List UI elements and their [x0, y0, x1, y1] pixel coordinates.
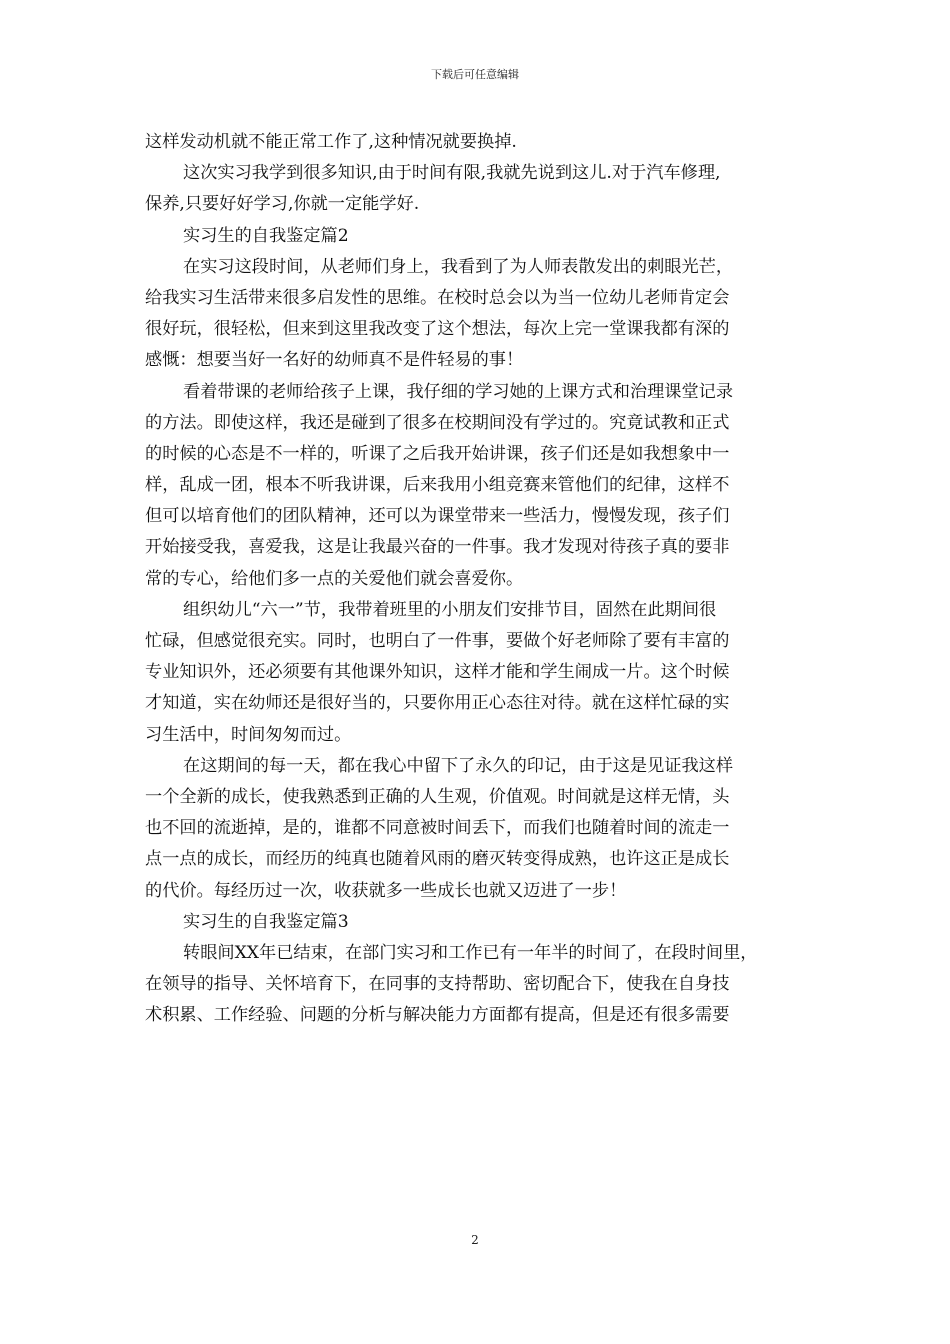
text-line: 开始接受我，喜爱我，这是让我最兴奋的一件事。我才发现对待孩子真的要非 — [145, 537, 730, 558]
text-line: 术积累、工作经验、问题的分析与解决能力方面都有提高，但是还有很多需要 — [145, 1005, 730, 1026]
text-line: 这次实习我学到很多知识,由于时间有限,我就先说到这儿.对于汽车修理, — [183, 163, 721, 184]
text-line: 在这期间的每一天，都在我心中留下了永久的印记，由于这是见证我这样 — [183, 755, 734, 776]
text-line: 点一点的成长，而经历的纯真也随着风雨的磨灭转变得成熟，也许这正是成长 — [145, 849, 730, 870]
document-body — [145, 128, 810, 1032]
text-line: 感慨：想要当好一名好的幼师真不是件轻易的事！ — [145, 350, 524, 371]
text-line: 的方法。即使这样，我还是碰到了很多在校期间没有学过的。究竟试教和正式 — [145, 412, 730, 433]
text-line: 习生活中，时间匆匆而过。 — [145, 724, 352, 745]
text-line: 这样发动机就不能正常工作了,这种情况就要换掉. — [145, 132, 517, 152]
text-line: 看着带课的老师给孩子上课，我仔细的学习她的上课方式和治理课堂记录 — [183, 381, 734, 402]
text-line: 在领导的指导、关怀培育下，在同事的支持帮助、密切配合下，使我在自身技 — [145, 974, 730, 995]
text-line: 保养,只要好好学习,你就一定能学好. — [145, 194, 420, 215]
text-line: 样，乱成一团，根本不听我讲课，后来我用小组竞赛来管他们的纪律，这样不 — [145, 475, 730, 496]
text-line: 忙碌，但感觉很充实。同时，也明白了一件事，要做个好老师除了要有丰富的 — [145, 631, 730, 651]
text-line: 但可以培育他们的团队精神，还可以为课堂带来一些活力，慢慢发现，孩子们 — [145, 506, 730, 527]
page-header: 下载后可任意编辑 — [431, 68, 519, 81]
page-number: 2 — [471, 1233, 479, 1247]
text-line: 专业知识外，还必须要有其他课外知识，这样才能和学生闹成一片。这个时候 — [145, 662, 730, 683]
text-line: 在实习这段时间，从老师们身上，我看到了为人师表散发出的刺眼光芒， — [183, 256, 734, 277]
text-line: 的代价。每经历过一次，收获就多一些成长也就又迈进了一步！ — [145, 880, 627, 901]
text-line: 也不回的流逝掉，是的，谁都不同意被时间丢下，而我们也随着时间的流走一 — [145, 818, 730, 839]
text-line: 常的专心，给他们多一点的关爱他们就会喜爱你。 — [145, 568, 524, 589]
text-line: 很好玩，很轻松，但来到这里我改变了这个想法，每次上完一堂课我都有深的 — [145, 319, 730, 340]
text-line: 实习生的自我鉴定篇2 — [183, 225, 349, 246]
text-line: 的时候的心态是不一样的，听课了之后我开始讲课，孩子们还是如我想象中一 — [145, 443, 730, 464]
text-line: 实习生的自我鉴定篇3 — [183, 911, 349, 932]
text-line: 给我实习生活带来很多启发性的思维。在校时总会以为当一位幼儿老师肯定会 — [145, 287, 730, 308]
text-line: 组织幼儿“六一”节，我带着班里的小朋友们安排节目，固然在此期间很 — [183, 599, 717, 620]
text-line: 才知道，实在幼师还是很好当的，只要你用正心态往对待。就在这样忙碌的实 — [145, 693, 730, 714]
text-line: 转眼间XX年已结束，在部门实习和工作已有一年半的时间了，在段时间里， — [183, 942, 758, 963]
text-line: 一个全新的成长，使我熟悉到正确的人生观，价值观。时间就是这样无情，头 — [145, 786, 730, 807]
